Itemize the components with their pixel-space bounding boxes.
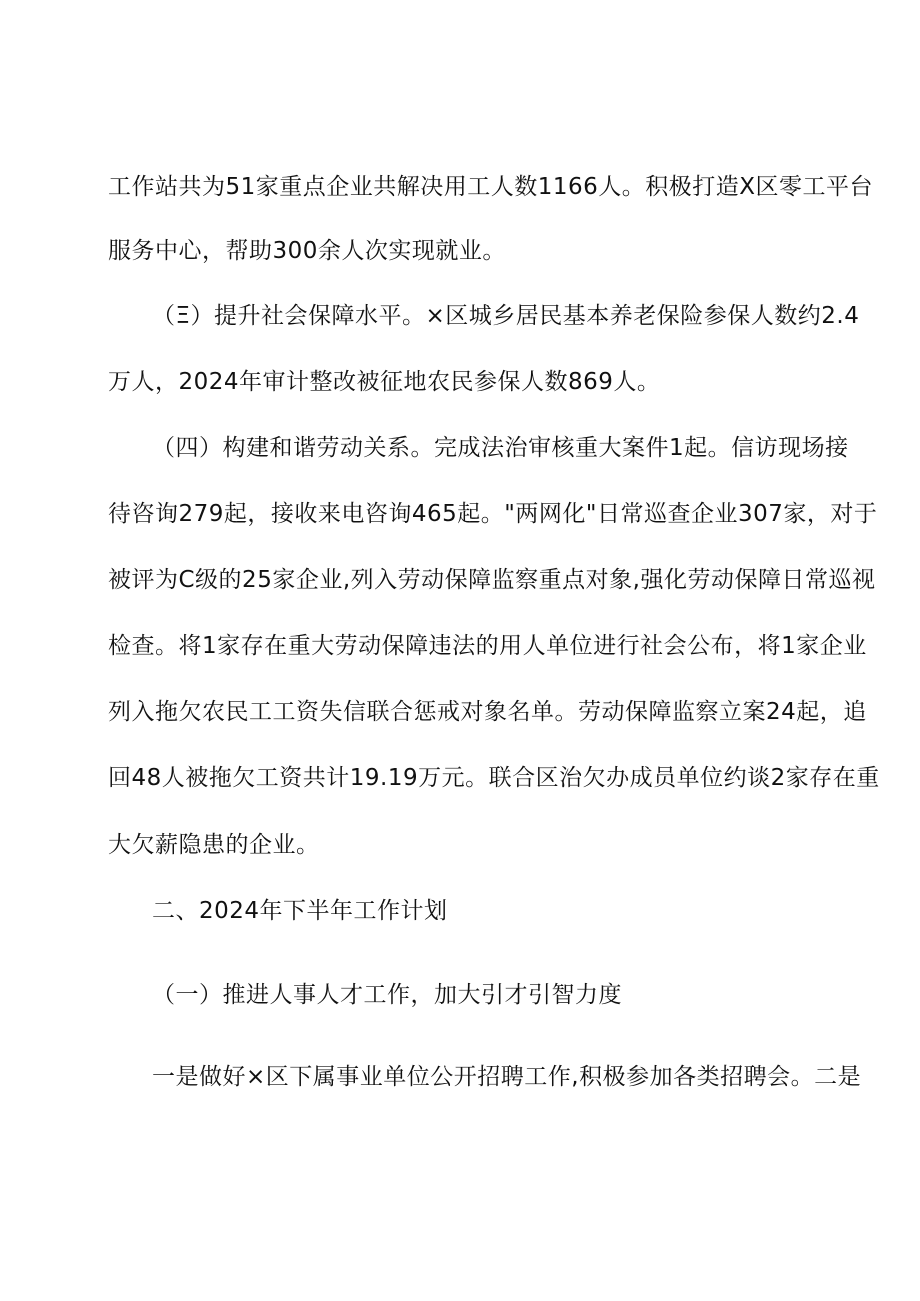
paragraph-line: 工作站共为51家重点企业共解决用工人数1166人。积极打造X区零工平台	[108, 174, 874, 200]
paragraph-line: 服务中心，帮助300余人次实现就业。	[108, 238, 506, 264]
paragraph-line: 一是做好×区下属事业单位公开招聘工作,积极参加各类招聘会。二是	[152, 1064, 862, 1090]
paragraph-line: 大欠薪隐患的企业。	[108, 832, 320, 858]
paragraph-line: 万人，2024年审计整改被征地农民参保人数869人。	[108, 369, 661, 395]
section-heading-line: （Ξ）提升社会保障水平。×区城乡居民基本养老保险参保人数约2.4	[152, 303, 860, 329]
paragraph-line: 检查。将1家存在重大劳动保障违法的用人单位进行社会公布，将1家企业	[108, 633, 867, 659]
chapter-heading: 二、2024年下半年工作计划	[152, 898, 448, 924]
paragraph-line: 回48人被拖欠工资共计19.19万元。联合区治欠办成员单位约谈2家存在重	[108, 765, 880, 791]
subsection-heading: （一）推进人事人才工作，加大引才引智力度	[152, 982, 622, 1008]
paragraph-line: 待咨询279起，接收来电咨询465起。"两网化"日常巡查企业307家，对于	[108, 501, 878, 527]
paragraph-line: 列入拖欠农民工工资失信联合惩戒对象名单。劳动保障监察立案24起，追	[108, 699, 867, 725]
section-heading-line: （四）构建和谐劳动关系。完成法治审核重大案件1起。信访现场接	[152, 435, 849, 461]
paragraph-line: 被评为C级的25家企业,列入劳动保障监察重点对象,强化劳动保障日常巡视	[108, 567, 876, 593]
